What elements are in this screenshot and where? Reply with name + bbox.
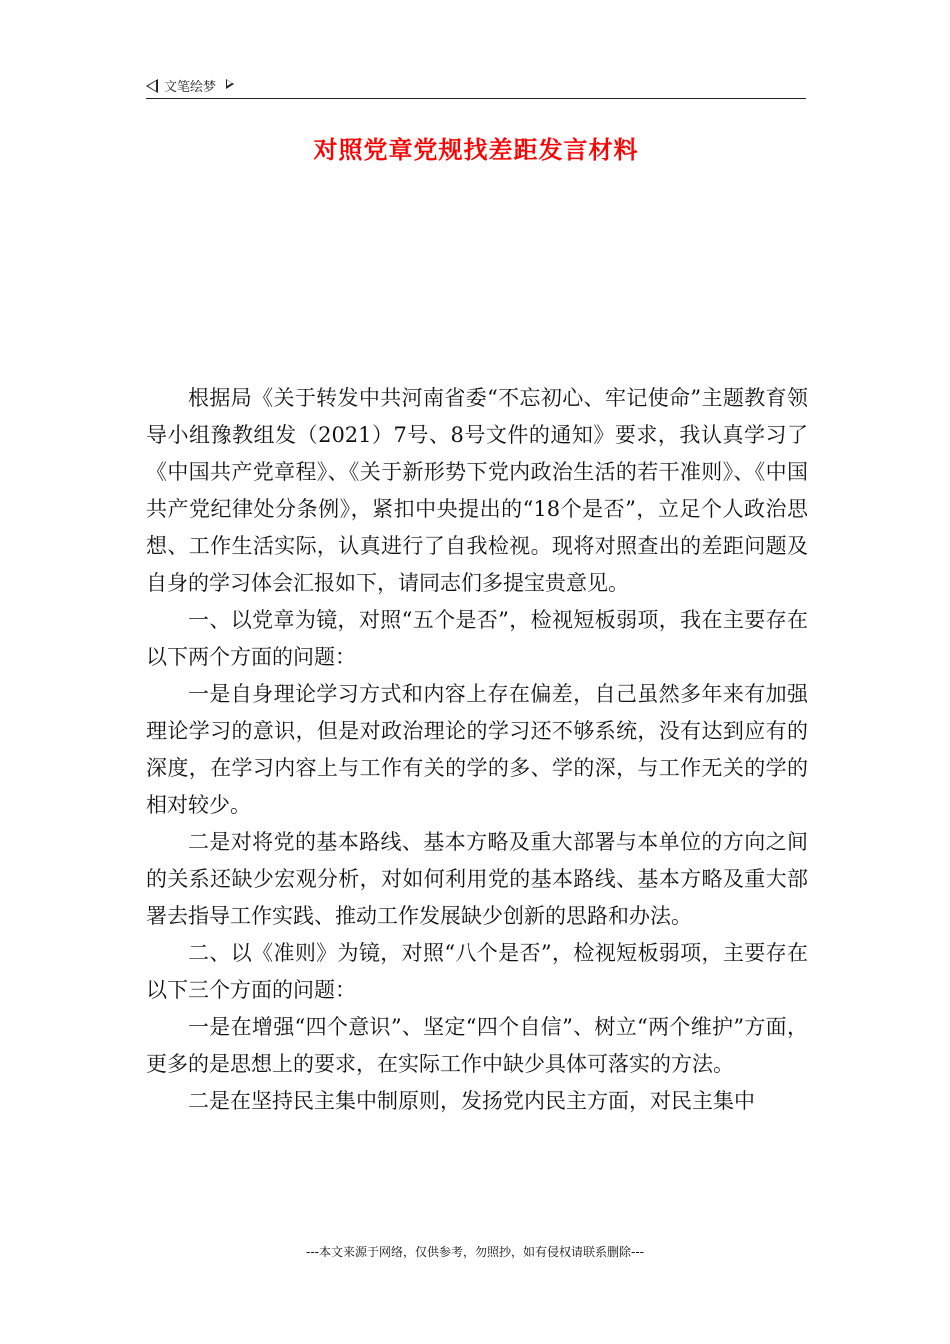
brand-label: 文笔绘梦 bbox=[164, 80, 217, 95]
page-footer: ---本文来源于网络，仅供参考，勿照抄，如有侵权请联系删除--- bbox=[306, 1245, 644, 1259]
document-title: 对照党章党规找差距发言材料 bbox=[313, 136, 639, 164]
paragraph: 二、以《准则》为镜，对照“八个是否”，检视短板弱项，主要存在以下三个方面的问题： bbox=[146, 941, 808, 1002]
triangle-left-icon bbox=[146, 79, 158, 93]
paragraph: 二是在坚持民主集中制原则，发扬党内民主方面，对民主集中 bbox=[188, 1089, 755, 1113]
page-header bbox=[146, 72, 806, 99]
paragraph: 根据局《关于转发中共河南省委“不忘初心、牢记使命”主题教育领导小组豫教组发（2021）7号、8号文件的通知》要求，我认真学习了《中国共产党章程》、《关于新形势下党内政治生活的若干准则》、《中国共产党纪律处分条例》，紧扣中央提出的“18个是否”，立足个人政治思想、工作生活实际，认真进行了自我检视。现将对照查出的差距问题及自身的学习体会汇报如下，请同志们多提宝贵意见。 bbox=[146, 386, 808, 595]
document-body bbox=[146, 380, 808, 1120]
triangle-right-icon bbox=[226, 79, 234, 89]
paragraph: 一是自身理论学习方式和内容上存在偏差，自己虽然多年来有加强理论学习的意识，但是对政治理论的学习还不够系统，没有达到应有的深度，在学习内容上与工作有关的学的多、学的深，与工作无关的学的相对较少。 bbox=[146, 682, 808, 817]
paragraph: 一是在增强“四个意识”、坚定“四个自信”、树立“两个维护”方面，更多的是思想上的要求，在实际工作中缺少具体可落实的方法。 bbox=[146, 1015, 808, 1076]
paragraph: 一、以党章为镜，对照“五个是否”，检视短板弱项，我在主要存在以下两个方面的问题： bbox=[146, 608, 808, 669]
paragraph: 二是对将党的基本路线、基本方略及重大部署与本单位的方向之间的关系还缺少宏观分析，对如何利用党的基本路线、基本方略及重大部署去指导工作实践、推动工作发展缺少创新的思路和办法。 bbox=[146, 830, 808, 928]
brand bbox=[146, 76, 234, 95]
